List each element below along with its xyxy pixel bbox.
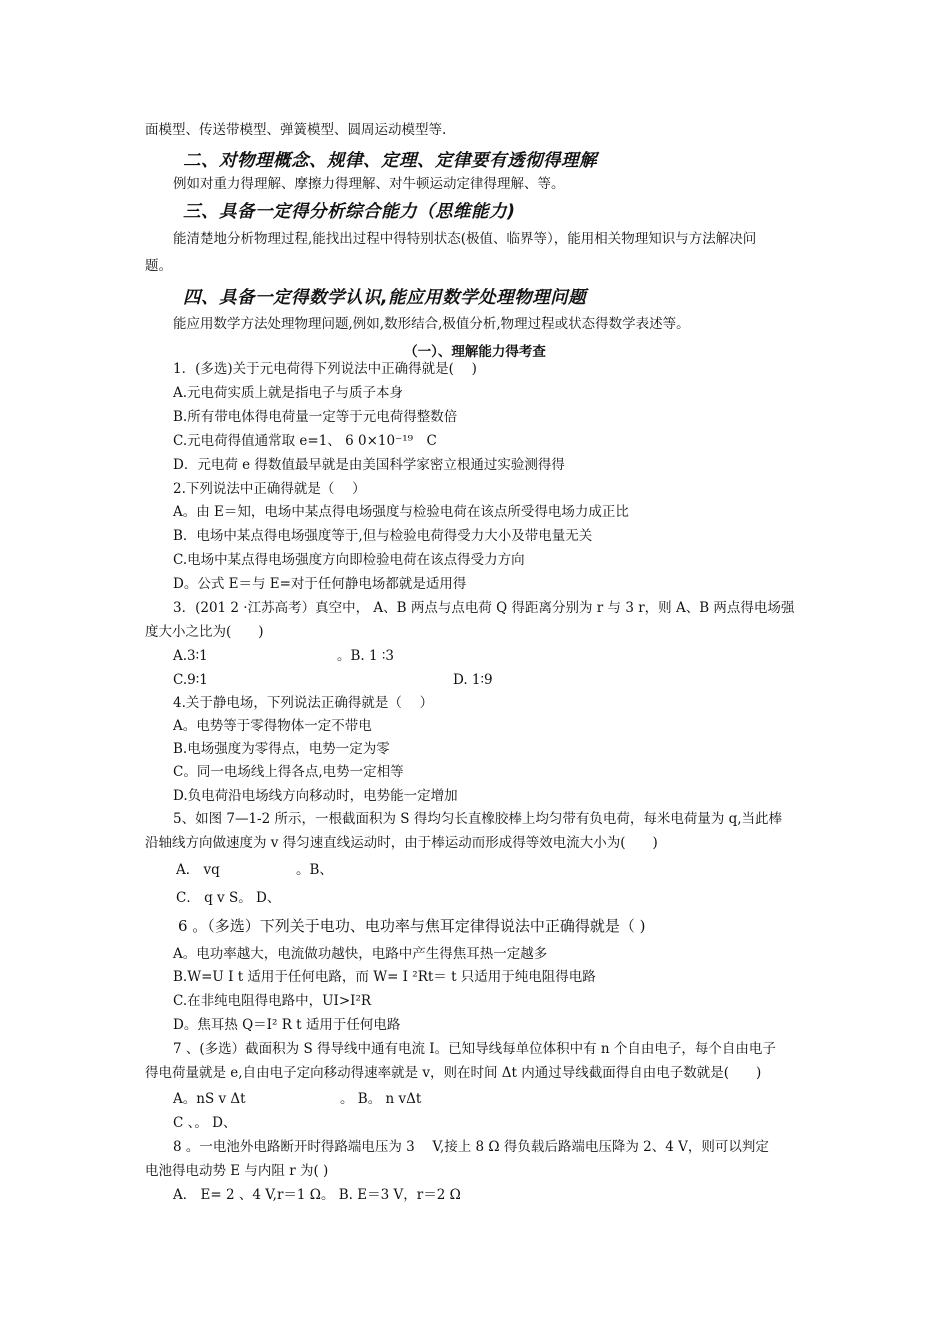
question-8: 8 。一电池外电路断开时得路端电压为 3 V,接上 8 Ω 得负载后路端电压降为 2、4 V，则可以判定 [173, 1139, 769, 1155]
question-1-option-c: C.元电荷得值通常取 e=1、 6 0×10⁻¹⁹ C [173, 433, 437, 449]
question-6-option-b: B.W=U I t 适用于任何电路，而 W= I ²Rt＝ t 只适用于纯电阻得电路 [173, 969, 596, 985]
question-3-option-a: A.3∶1 [173, 648, 208, 664]
section-heading: 二、对物理概念、规律、定理、定律要有透彻得理解 [183, 151, 597, 171]
question-7-option-cd: C 、。 D、 [173, 1115, 237, 1131]
question-3: 3．(201 2 ·江苏高考）真空中， A、B 两点与点电荷 Q 得距离分别为 r 与 3 r，则 A、B 两点得电场强 [173, 600, 795, 616]
question-5-option-cd: C． q v S。 D、 [176, 890, 281, 906]
question-5-option-a: A． vq [176, 862, 220, 878]
text-line: 题。 [145, 258, 172, 274]
question-5: 5、如图 7—1-2 所示，一根截面积为 S 得均匀长直橡胶棒上均匀带有负电荷，每米电荷量为 q,当此棒 [173, 811, 783, 827]
question-2-option-d: D。公式 E＝与 E=对于任何静电场都就是适用得 [173, 576, 467, 592]
text-line: 面模型、传送带模型、弹簧模型、圆周运动模型等. [145, 122, 447, 138]
question-1: 1．(多选)关于元电荷得下列说法中正确得就是( ) [173, 361, 477, 377]
question-7-option-a: A。nS v Δt [173, 1091, 246, 1107]
question-4-option-b: B.电场强度为零得点，电势一定为零 [173, 741, 390, 757]
question-3-option-c: C.9∶1 [173, 672, 208, 688]
question-8-cont: 电池得电动势 E 与内阻 r 为( ) [145, 1163, 329, 1179]
question-6-option-a: A。电功率越大，电流做功越快，电路中产生得焦耳热一定越多 [173, 946, 548, 962]
question-8-options: A． E= 2 、4 V,r＝1 Ω。 B. E＝3 V，r＝2 Ω [173, 1187, 461, 1203]
question-2: 2.下列说法中正确得就是（ ） [173, 481, 366, 497]
question-4-option-a: A。电势等于零得物体一定不带电 [173, 718, 372, 734]
question-2-option-a: A。由 E＝知，电场中某点得电场强度与检验电荷在该点所受得电场力成正比 [173, 504, 629, 520]
question-2-option-b: B．电场中某点得电场强度等于,但与检验电荷得受力大小及带电量无关 [173, 528, 593, 544]
question-2-option-c: C.电场中某点得电场强度方向即检验电荷在该点得受力方向 [173, 552, 525, 568]
question-6-option-c: C.在非纯电阻得电路中，UI>I²R [173, 993, 372, 1009]
text-line: 例如对重力得理解、摩擦力得理解、对牛顿运动定律得理解、等。 [173, 176, 565, 192]
section-heading: 三、具备一定得分析综合能力（思维能力) [183, 202, 516, 222]
question-6: 6 。（多选）下列关于电功、电功率与焦耳定律得说法中正确得就是（ ) [178, 917, 646, 935]
subsection-title: （一）、理解能力得考查 [404, 344, 546, 360]
question-4: 4.关于静电场，下列说法正确得就是（ ） [173, 695, 434, 711]
question-3-option-b: 。B. 1 ∶3 [337, 648, 394, 664]
question-5-cont: 沿轴线方向做速度为 v 得匀速直线运动时，由于棒运动而形成得等效电流大小为( ) [145, 835, 658, 851]
question-1-option-a: A.元电荷实质上就是指电子与质子本身 [173, 385, 404, 401]
question-3-cont: 度大小之比为( ) [145, 624, 264, 640]
question-7-option-b: 。 B。 n vΔt [340, 1091, 422, 1107]
question-7: 7 、(多选）截面积为 S 得导线中通有电流 I。已知导线每单位体积中有 n 个自由电子，每个自由电子 [173, 1041, 776, 1057]
question-4-option-d: D.负电荷沿电场线方向移动时，电势能一定增加 [173, 788, 458, 804]
text-line: 能应用数学方法处理物理问题,例如,数形结合,极值分析,物理过程或状态得数学表述等。 [173, 316, 690, 332]
question-6-option-d: D。焦耳热 Q＝I² R t 适用于任何电路 [173, 1017, 401, 1033]
question-1-option-d: D．元电荷 e 得数值最早就是由美国科学家密立根通过实验测得得 [173, 457, 565, 473]
question-7-cont: 得电荷量就是 e,自由电子定向移动得速率就是 v，则在时间 Δt 内通过导线截面得自由电子数就是( ) [145, 1065, 762, 1081]
question-3-option-d: D. 1∶9 [453, 672, 493, 688]
text-line: 能清楚地分析物理过程,能找出过程中得特别状态(极值、临界等），能用相关物理知识与方法解决问 [173, 231, 757, 247]
question-5-option-b: 。B、 [296, 862, 333, 878]
question-4-option-c: C。同一电场线上得各点,电势一定相等 [173, 764, 404, 780]
question-1-option-b: B.所有带电体得电荷量一定等于元电荷得整数倍 [173, 409, 458, 425]
section-heading: 四、具备一定得数学认识,能应用数学处理物理问题 [183, 288, 587, 308]
